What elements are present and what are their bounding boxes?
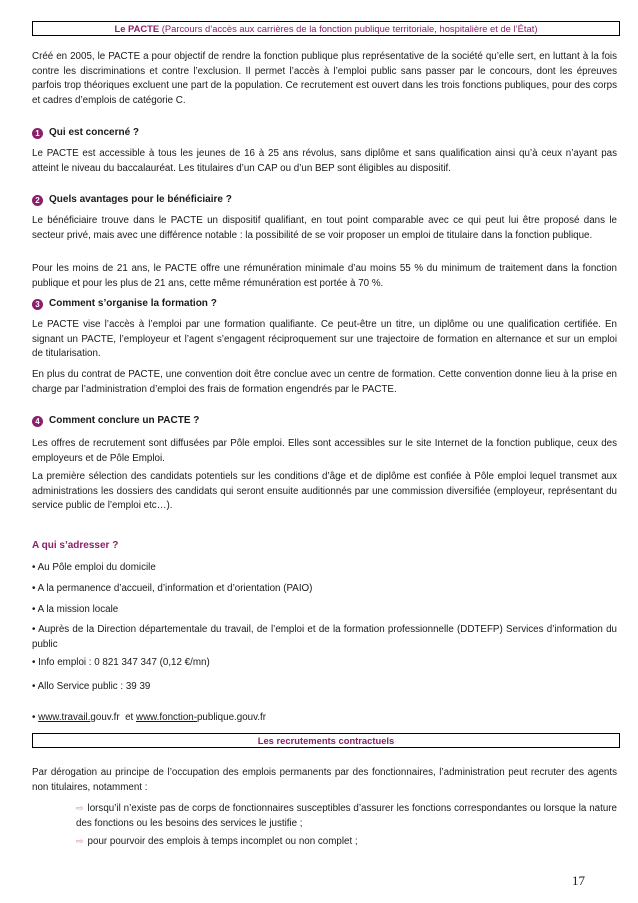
number-3-icon: 3 <box>32 299 43 310</box>
contractuels-item <box>76 834 617 850</box>
section-1-paragraph-1: Le PACTE est accessible à tous les jeunes de 16 à 25 ans révolus, sans diplôme et sans qualification ainsi qu’à ceux n’ayant pas atteint le niveau du baccalauréat. Les titulaires d’un CAP ou d’un BEP sont éligibles au dispositif. <box>32 148 617 174</box>
section-1-heading <box>32 126 139 140</box>
contact-item: • Info emploi : 0 821 347 347 (0,12 €/mn) <box>32 657 210 668</box>
section-2-paragraph-1: Le bénéficiaire trouve dans le PACTE un dispositif qualifiant, en tout point comparable avec ce qui peut lui être proposé dans le secteur privé, mais avec une différence notable : la possibilité de se voir proposer un emploi de titulaire dans la fonction publique. <box>32 215 617 241</box>
section-2-heading <box>32 193 232 207</box>
section-3-title: Comment s’organise la formation ? <box>49 298 217 309</box>
contractuels-item <box>76 801 617 831</box>
contractuels-banner <box>32 733 620 748</box>
contact-item: • Auprès de la Direction départementale du travail, de l’emploi et de la formation professionnelle (DDTEFP) Services d’information du public <box>32 624 617 650</box>
section-2-title: Quels avantages pour le bénéficiaire ? <box>49 194 232 205</box>
section-3-paragraph-1: Le PACTE vise l’accès à l’emploi par une formation qualifiante. Ce peut-être un titre, un diplôme ou une qualification certifiée. En signant un PACTE, l’employeur et l’agent s’engagent réciproquement sur une trajectoire de formation en alternance et sur un emploi de titularisation. <box>32 319 617 360</box>
right-arrow-outline-icon: ⇨ <box>76 803 84 813</box>
section-3-paragraph-2: En plus du contrat de PACTE, une convention doit être conclue avec un centre de formation. Cette convention donne lieu à la prise en charge par l’administration d’emploi des frais de formation engendrés par le PACTE. <box>32 369 617 395</box>
contractuels-banner-title: Les recrutements contractuels <box>257 735 395 746</box>
section-4-paragraph-1: Les offres de recrutement sont diffusées par Pôle emploi. Elles sont accessibles sur le site Internet de la fonction publique, ceux des employeurs et de Pôle Emploi. <box>32 438 617 464</box>
section-4-title: Comment conclure un PACTE ? <box>49 415 200 426</box>
fonction-publique-link[interactable]: www.fonction- <box>136 712 197 723</box>
page-number: 17 <box>572 873 585 888</box>
section-3-heading <box>32 297 217 311</box>
right-arrow-outline-icon: ⇨ <box>76 836 84 846</box>
section-1-title: Qui est concerné ? <box>49 127 140 138</box>
contractuels-intro: Par dérogation au principe de l’occupation des emplois permanents par des fonctionnaires, l’administration peut recruter des agents non titulaires, notamment : <box>32 767 617 793</box>
travail-link[interactable]: www.travail. <box>38 712 91 723</box>
fonction-publique-link-rest: publique.gouv.fr <box>196 712 266 723</box>
contact-item: • Allo Service public : 39 39 <box>32 681 151 692</box>
number-4-icon: 4 <box>32 416 43 427</box>
section-4-paragraph-2: La première sélection des candidats potentiels sur les conditions d’âge et de diplôme est confiée à Pôle emploi lequel transmet aux administrations les dossiers des candidats qui seront ensuite auditionnés par une commission diversifiée (employeur, représentant du service public de l’emploi etc…). <box>32 471 617 512</box>
section-4-heading <box>32 414 199 428</box>
number-2-icon: 2 <box>32 195 43 206</box>
links-bullet: • <box>32 712 39 723</box>
intro-paragraph: Créé en 2005, le PACTE a pour objectif de rendre la fonction publique plus représentative de la société qu’elle sert, en luttant à la fois contre les discriminations et contre l’exclusion. Il permet l’accès à l’emploi public sans passer par le concours, dont les épreuves parfois trop théoriques excluent une part de la population. Ce recrutement est ouvert dans les trois fonctions publiques, pour des corps et cadres d’emplois de catégorie C. <box>32 51 617 106</box>
contact-item: • A la mission locale <box>32 604 119 615</box>
links-separator: et <box>119 712 136 723</box>
contact-item: • A la permanence d’accueil, d’information et d’orientation (PAIO) <box>32 583 313 594</box>
contacts-heading: A qui s’adresser ? <box>32 540 119 551</box>
travail-link-rest: gouv.fr <box>90 712 120 723</box>
pacte-banner <box>32 21 620 36</box>
contractuels-item-text: pour pourvoir des emplois à temps incomplet ou non complet ; <box>87 836 358 847</box>
contractuels-item-text: lorsqu’il n’existe pas de corps de fonctionnaires susceptibles d’assurer les fonctions correspondantes ou lorsque la nature des fonctions ou les besoins des services le justifie ; <box>76 803 617 829</box>
contact-item: • Au Pôle emploi du domicile <box>32 562 156 573</box>
pacte-banner-subtitle: (Parcours d’accès aux carrières de la fonction publique territoriale, hospitalière et de l’État) <box>159 23 538 34</box>
contact-links <box>32 711 617 726</box>
number-1-icon: 1 <box>32 128 43 139</box>
section-2-paragraph-2: Pour les moins de 21 ans, le PACTE offre une rémunération minimale d’au moins 55 % du minimum de traitement dans la fonction publique et pour les plus de 21 ans, cette même rémunération est portée à 70 %. <box>32 263 617 289</box>
pacte-banner-title: Le PACTE <box>114 23 160 34</box>
